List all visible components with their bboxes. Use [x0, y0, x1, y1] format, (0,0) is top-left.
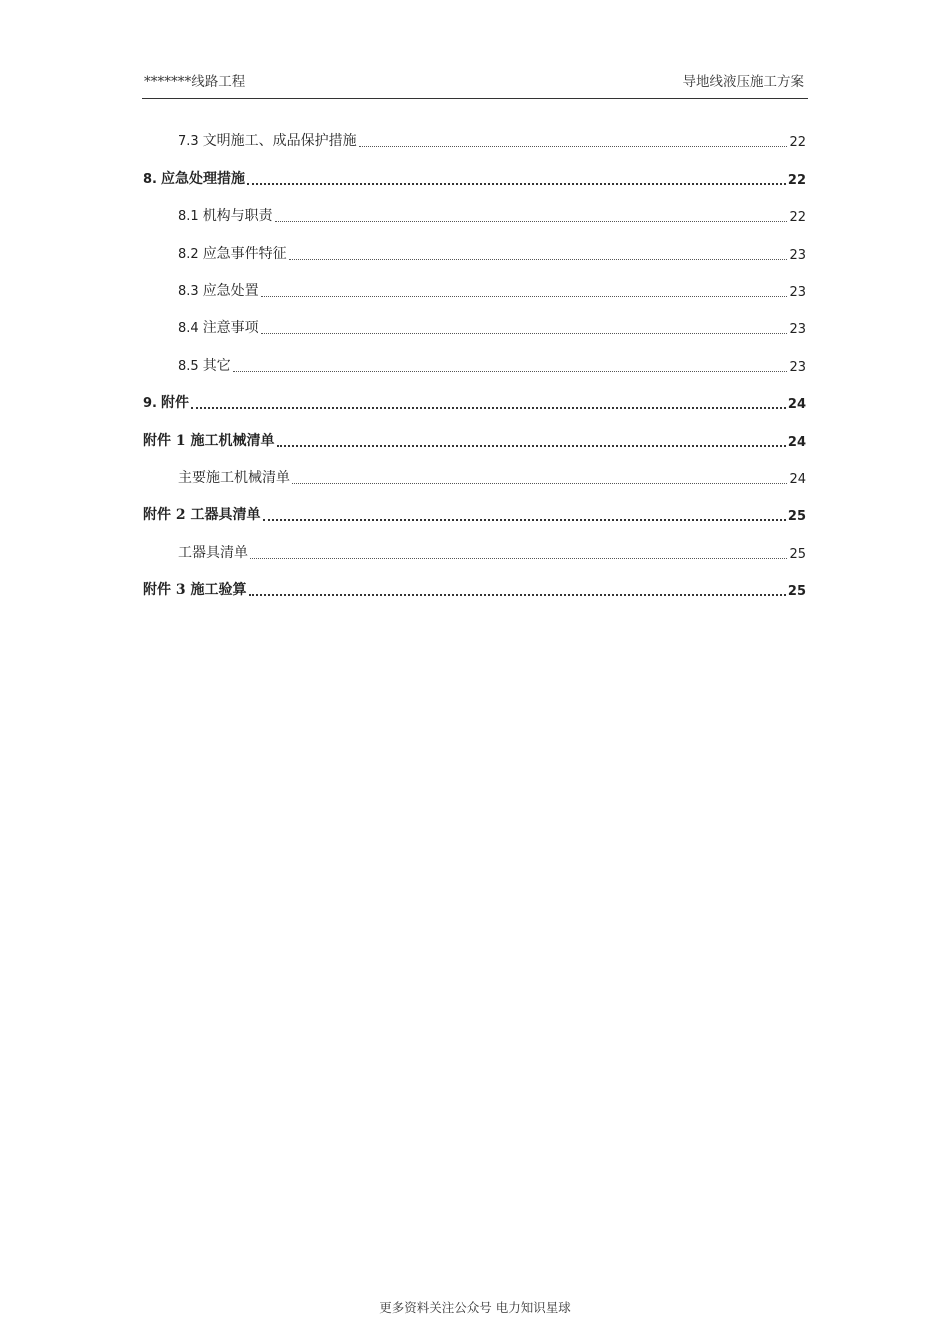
toc-dot-leader [261, 296, 788, 297]
toc-dot-leader [292, 483, 787, 484]
page-footer: 更多资料关注公众号 电力知识星球 [379, 1300, 571, 1315]
toc-entry-7-3[interactable] [143, 121, 806, 158]
toc-dot-leader [289, 259, 788, 260]
toc-dot-leader [261, 333, 788, 334]
toc-entry-title: 主要施工机械清单 [178, 469, 290, 486]
toc-dot-leader [277, 445, 786, 447]
toc-entry-label [178, 205, 273, 225]
toc-entry-8-4[interactable] [143, 308, 806, 345]
toc-entry-page: 24 [787, 397, 806, 413]
toc-entry-label [143, 504, 261, 524]
toc-dot-leader [275, 221, 788, 222]
toc-entry-tools-list[interactable] [143, 532, 806, 569]
toc-entry-title: 附件 1 施工机械清单 [143, 432, 275, 449]
toc-entry-8-5[interactable] [143, 345, 806, 382]
toc-entry-8[interactable] [143, 158, 806, 195]
toc-entry-page: 25 [787, 509, 806, 525]
toc-entry-title: 附件 [160, 395, 189, 412]
toc-entry-label [178, 280, 259, 300]
toc-entry-label [143, 430, 275, 450]
toc-entry-label [178, 317, 259, 337]
toc-entry-label [178, 130, 357, 150]
toc-dot-leader [249, 594, 786, 596]
toc-entry-number: 8.4 [178, 321, 199, 337]
toc-entry-page: 22 [789, 210, 806, 226]
toc-dot-leader [247, 183, 786, 185]
toc-entry-title: 应急处置 [202, 282, 259, 299]
toc-entry-appendix-1[interactable] [143, 420, 806, 457]
toc-dot-leader [359, 146, 788, 147]
toc-entry-number: 9. [143, 396, 157, 412]
toc-entry-appendix-3[interactable] [143, 570, 806, 607]
toc-entry-page: 22 [787, 172, 806, 188]
toc-entry-label [143, 579, 247, 599]
toc-dot-leader [263, 519, 786, 521]
toc-entry-label [178, 467, 290, 487]
toc-entry-appendix-2[interactable] [143, 495, 806, 532]
toc-entry-title: 文明施工、成品保护措施 [202, 133, 357, 150]
page-header [142, 66, 808, 99]
toc-dot-leader [233, 371, 788, 372]
toc-entry-number: 8.2 [178, 246, 199, 262]
toc-entry-number: 8.5 [178, 358, 199, 374]
toc-entry-9[interactable] [143, 383, 806, 420]
toc-entry-title: 工器具清单 [178, 544, 248, 561]
toc-entry-title: 应急处理措施 [160, 170, 245, 187]
toc-entry-page: 24 [789, 471, 806, 487]
toc-entry-number: 8. [143, 171, 157, 187]
toc-entry-page: 23 [789, 359, 806, 375]
toc-entry-label [178, 542, 248, 562]
toc-entry-label [178, 243, 287, 263]
toc-entry-label [178, 355, 231, 375]
toc-entry-number: 7.3 [178, 134, 199, 150]
toc-entry-title: 应急事件特征 [202, 245, 287, 262]
toc-entry-page: 22 [789, 135, 806, 151]
toc-entry-title: 附件 3 施工验算 [143, 582, 247, 599]
toc-entry-title: 机构与职责 [202, 208, 273, 225]
toc-entry-title: 注意事项 [202, 320, 259, 337]
header-document-title: 导地线液压施工方案 [682, 74, 804, 90]
toc-dot-leader [250, 558, 787, 559]
toc-entry-title: 其它 [202, 357, 231, 374]
toc-entry-page: 24 [787, 434, 806, 450]
toc-entry-label [143, 168, 245, 188]
toc-entry-8-1[interactable] [143, 196, 806, 233]
header-project-name: *******线路工程 [144, 74, 246, 90]
toc-entry-number: 8.1 [178, 209, 199, 225]
toc-entry-page: 23 [789, 284, 806, 300]
toc-dot-leader [191, 407, 786, 409]
toc-entry-label [143, 392, 189, 412]
toc-entry-8-2[interactable] [143, 233, 806, 270]
toc-entry-page: 23 [789, 247, 806, 263]
toc-entry-number: 8.3 [178, 283, 199, 299]
toc-entry-title: 附件 2 工器具清单 [143, 507, 261, 524]
toc-entry-page: 23 [789, 322, 806, 338]
table-of-contents [143, 121, 806, 607]
toc-entry-page: 25 [789, 546, 806, 562]
toc-entry-8-3[interactable] [143, 271, 806, 308]
toc-entry-main-machinery-list[interactable] [143, 458, 806, 495]
toc-entry-page: 25 [787, 584, 806, 600]
